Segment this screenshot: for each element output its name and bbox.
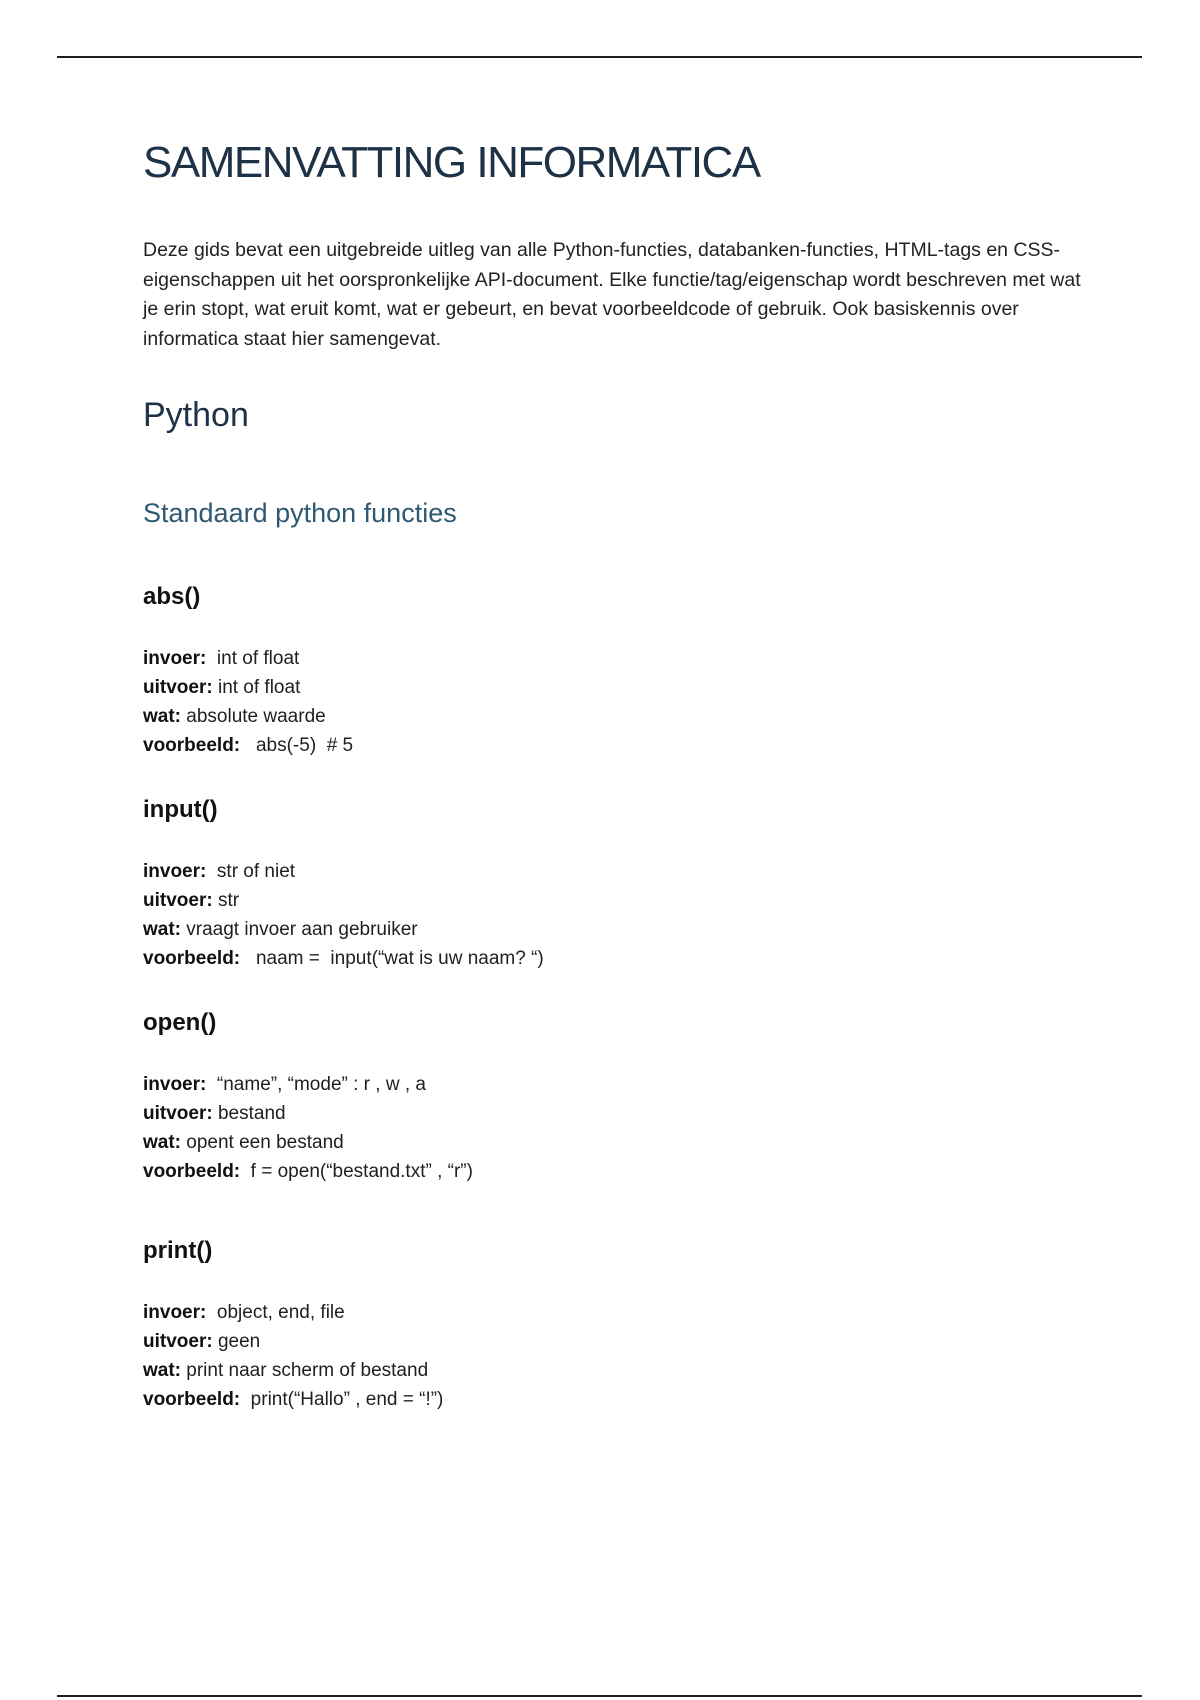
intro-paragraph: Deze gids bevat een uitgebreide uitleg van alle Python-functies, databanken-functies, HTML-tags en CSS-eigenschappen uit het oorspronkelijke API-document. Elke functie/tag/eigenschap wordt beschreven met wat je erin stopt, wat eruit komt, wat er gebeurt, en bevat voorbeeldcode of gebruik. Ook basiskennis over informatica staat hier samengevat. — [143, 239, 1081, 350]
voorbeeld-label: voorbeeld: — [143, 735, 241, 756]
function-properties — [143, 1070, 1043, 1186]
wat-row — [143, 1356, 1043, 1385]
invoer-value: “name”, “mode” : r , w , a — [206, 1074, 426, 1095]
document-title: SAMENVATTING INFORMATICA — [143, 138, 760, 187]
wat-label: wat: — [143, 919, 181, 940]
voorbeeld-label: voorbeeld: — [143, 948, 241, 969]
uitvoer-label: uitvoer: — [143, 677, 213, 698]
invoer-row — [143, 1070, 1043, 1099]
voorbeeld-value: print(“Hallo” , end = “!”) — [240, 1389, 444, 1410]
voorbeeld-row — [143, 944, 1043, 973]
function-name: input() — [143, 796, 218, 823]
voorbeeld-row — [143, 731, 1043, 760]
uitvoer-value: bestand — [212, 1103, 286, 1124]
invoer-row — [143, 644, 1043, 673]
function-block-abs — [143, 582, 1043, 760]
invoer-row — [143, 857, 1043, 886]
voorbeeld-label: voorbeeld: — [143, 1161, 241, 1182]
function-properties — [143, 1298, 1043, 1414]
wat-row — [143, 702, 1043, 731]
wat-value: vraagt invoer aan gebruiker — [181, 919, 418, 940]
voorbeeld-row — [143, 1385, 1043, 1414]
function-name: open() — [143, 1009, 217, 1036]
invoer-value: int of float — [206, 648, 300, 669]
uitvoer-label: uitvoer: — [143, 1331, 213, 1352]
uitvoer-row — [143, 1327, 1043, 1356]
voorbeeld-row — [143, 1157, 1043, 1186]
subsection-heading: Standaard python functies — [143, 498, 457, 528]
uitvoer-value: geen — [212, 1331, 261, 1352]
invoer-label: invoer: — [143, 861, 207, 882]
bottom-rule — [57, 1695, 1142, 1697]
wat-value: opent een bestand — [181, 1132, 344, 1153]
invoer-value: str of niet — [206, 861, 296, 882]
voorbeeld-value: naam = input(“wat is uw naam? “) — [240, 948, 544, 969]
function-block-input — [143, 795, 1043, 973]
wat-value: absolute waarde — [181, 706, 326, 727]
section-heading-python: Python — [143, 396, 249, 434]
function-properties — [143, 644, 1043, 760]
wat-label: wat: — [143, 1132, 181, 1153]
function-name: abs() — [143, 583, 201, 610]
wat-row — [143, 1128, 1043, 1157]
function-block-open — [143, 1008, 1043, 1186]
invoer-label: invoer: — [143, 1074, 207, 1095]
invoer-label: invoer: — [143, 648, 207, 669]
wat-label: wat: — [143, 1360, 181, 1381]
uitvoer-label: uitvoer: — [143, 1103, 213, 1124]
function-properties — [143, 857, 1043, 973]
function-name: print() — [143, 1237, 213, 1264]
uitvoer-value: int of float — [212, 677, 301, 698]
voorbeeld-label: voorbeeld: — [143, 1389, 241, 1410]
voorbeeld-value: abs(-5) # 5 — [240, 735, 354, 756]
voorbeeld-value: f = open(“bestand.txt” , “r”) — [240, 1161, 473, 1182]
uitvoer-row — [143, 1099, 1043, 1128]
uitvoer-row — [143, 886, 1043, 915]
uitvoer-value: str — [212, 890, 240, 911]
wat-value: print naar scherm of bestand — [181, 1360, 429, 1381]
invoer-row — [143, 1298, 1043, 1327]
invoer-label: invoer: — [143, 1302, 207, 1323]
function-block-print — [143, 1236, 1043, 1414]
wat-row — [143, 915, 1043, 944]
uitvoer-row — [143, 673, 1043, 702]
invoer-value: object, end, file — [206, 1302, 345, 1323]
top-rule — [57, 56, 1142, 58]
wat-label: wat: — [143, 706, 181, 727]
uitvoer-label: uitvoer: — [143, 890, 213, 911]
